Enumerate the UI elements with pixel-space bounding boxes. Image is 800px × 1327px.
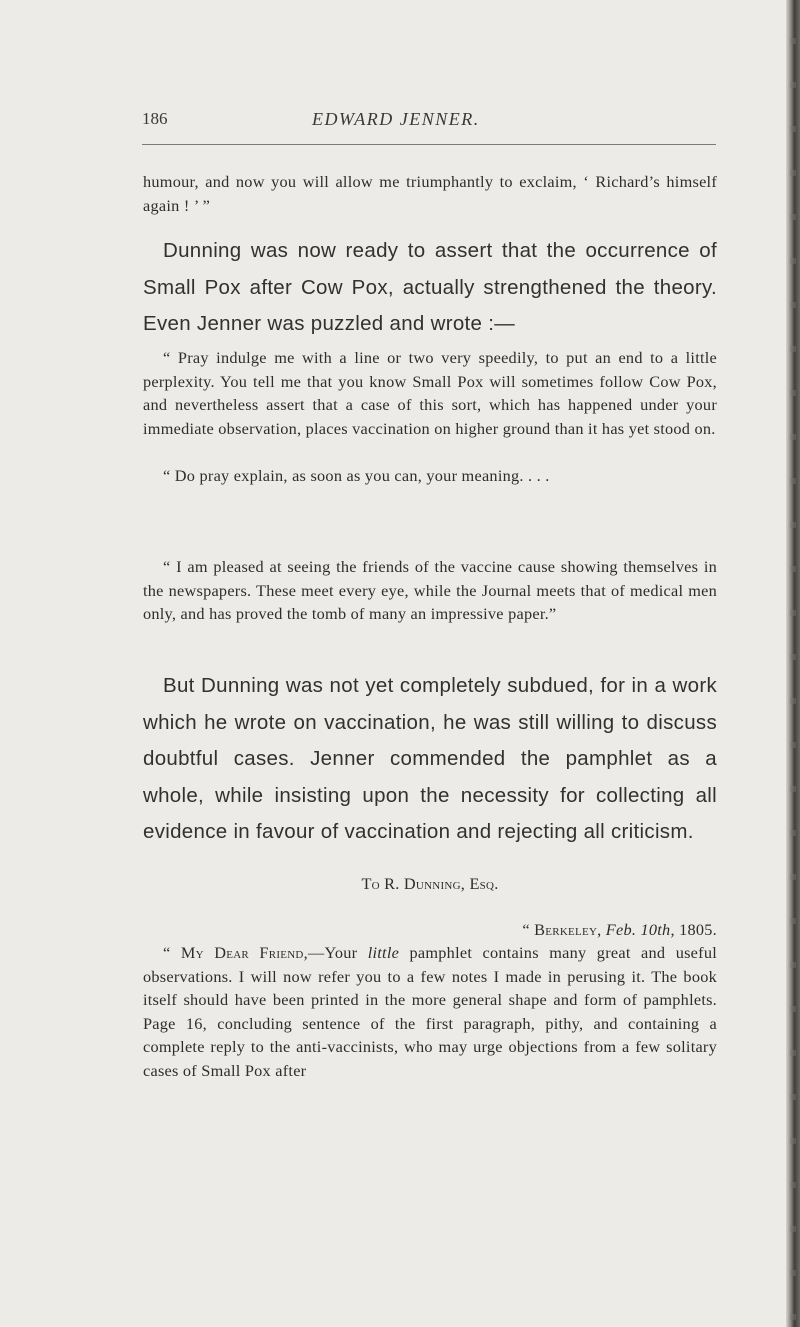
dateline-year: 1805.: [679, 920, 717, 939]
letter-body-start: —Your: [307, 943, 358, 962]
letter-heading-text: To R. Dunning, Esq.: [361, 874, 499, 893]
letter-body: [143, 941, 717, 1083]
letter-quote-pray: “ Pray indulge me with a line or two very speedily, to put an end to a little perplexity. You tell me that you know Small Pox will sometimes follow Cow Pox, and nevertheless assert that a case of this sort, which has happened under your immediate observation, places vaccination on higher ground than it has yet stood on.: [143, 348, 717, 438]
dateline-place: “ Berkeley,: [522, 920, 602, 939]
page-number: 186: [142, 109, 168, 128]
running-head: EDWARD JENNER.: [312, 109, 480, 129]
letter-body-italic: little: [367, 943, 400, 962]
letter-dateline: [143, 918, 717, 942]
page-edge-texture: [790, 0, 796, 1327]
dateline-day: 10th,: [640, 920, 675, 939]
page-header: [0, 109, 800, 133]
letter-heading: [143, 872, 717, 896]
letter-salutation: “ My Dear Friend,: [163, 943, 308, 962]
paragraph-dunning-subdued: But Dunning was not yet completely subdued, for in a work which he wrote on vaccination, he was still willing to discuss doubtful cases. Jenner commended the pamphlet as a whole, while insisting upon the necessity for collecting all evidence in favour of vaccination and rejecting all criticism.: [143, 674, 717, 843]
header-rule: [142, 144, 716, 145]
paragraph-continuation: humour, and now you will allow me triumphantly to exclaim, ‘ Richard’s himself again ! ’ ”: [143, 172, 717, 215]
letter-quote-pleased: “ I am pleased at seeing the friends of the vaccine cause showing themselves in the newspapers. These meet every eye, while the Journal meets that of medical men only, and has proved the tomb of many an impressive paper.”: [143, 557, 717, 624]
dateline-month: Feb.: [605, 920, 637, 939]
paragraph-dunning-assert: Dunning was now ready to assert that the occurrence of Small Pox after Cow Pox, actually strengthened the theory. Even Jenner was puzzled and wrote :—: [143, 239, 717, 335]
letter-body-rest: pamphlet contains many great and useful observations. I will now refer you to a few notes I made in perusing it. The book itself should have been printed in the more general shape and form of pamphlets. Page 16, concluding sentence of the first paragraph, pithy, and containing a complete reply to the anti-vaccinists, who may urge objections from a few solitary cases of Small Pox after: [143, 943, 717, 1080]
letter-quote-explain: “ Do pray explain, as soon as you can, your meaning. . . .: [163, 466, 550, 485]
